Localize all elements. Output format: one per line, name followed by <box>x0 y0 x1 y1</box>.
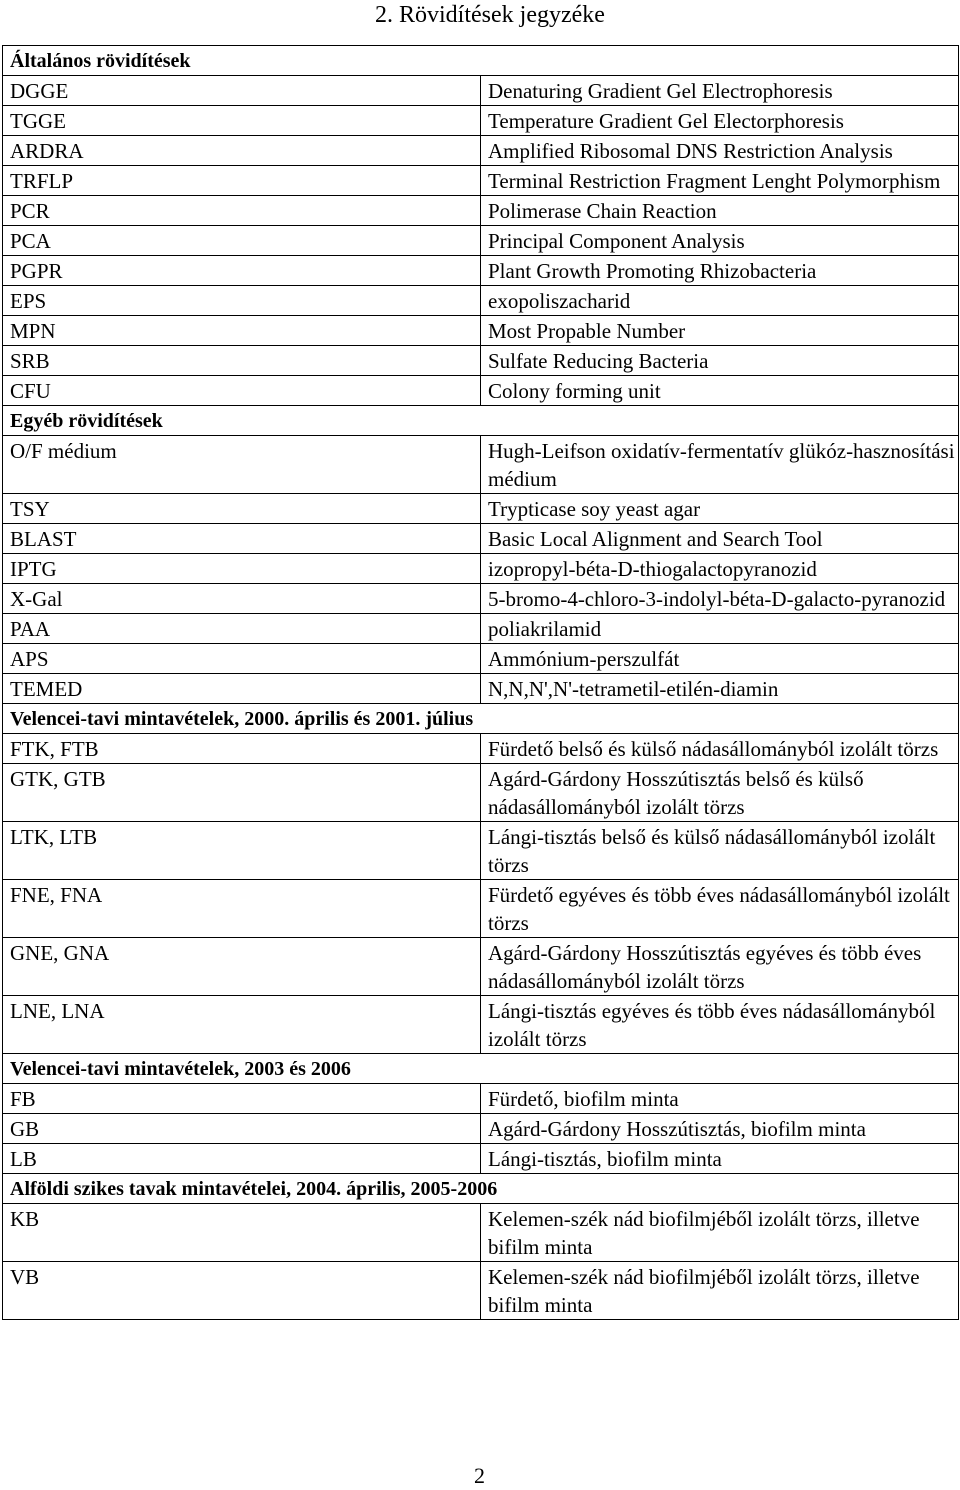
meaning-cell: Lángi-tisztás belső és külső nádasállományból izolált törzs <box>481 822 959 880</box>
section-heading: Velencei-tavi mintavételek, 2003 és 2006 <box>3 1054 959 1084</box>
table-row <box>3 1262 959 1320</box>
table-row <box>3 554 959 584</box>
abbreviation-cell: GB <box>3 1114 481 1144</box>
section-heading-row <box>3 1054 959 1084</box>
abbreviation-cell: EPS <box>3 286 481 316</box>
table-row <box>3 256 959 286</box>
meaning-cell: Basic Local Alignment and Search Tool <box>481 524 959 554</box>
table-row <box>3 376 959 406</box>
abbreviation-cell: GTK, GTB <box>3 764 481 822</box>
table-row <box>3 76 959 106</box>
table-row <box>3 286 959 316</box>
table-row <box>3 196 959 226</box>
table-row <box>3 226 959 256</box>
table-row <box>3 1204 959 1262</box>
table-row <box>3 880 959 938</box>
abbreviation-cell: LB <box>3 1144 481 1174</box>
abbreviation-cell: SRB <box>3 346 481 376</box>
meaning-cell: exopoliszacharid <box>481 286 959 316</box>
meaning-cell: Fürdető, biofilm minta <box>481 1084 959 1114</box>
table-row <box>3 734 959 764</box>
abbreviation-cell: BLAST <box>3 524 481 554</box>
section-heading: Egyéb rövidítések <box>3 406 959 436</box>
table-row <box>3 136 959 166</box>
meaning-cell: Plant Growth Promoting Rhizobacteria <box>481 256 959 286</box>
meaning-cell: Kelemen-szék nád biofilmjéből izolált törzs, illetve bifilm minta <box>481 1204 959 1262</box>
table-row <box>3 436 959 494</box>
table-row <box>3 764 959 822</box>
meaning-cell: poliakrilamid <box>481 614 959 644</box>
section-heading-row <box>3 1174 959 1204</box>
section-heading-row <box>3 406 959 436</box>
meaning-cell: Fürdető egyéves és több éves nádasállományból izolált törzs <box>481 880 959 938</box>
meaning-cell: Amplified Ribosomal DNS Restriction Analysis <box>481 136 959 166</box>
meaning-cell: N,N,N',N'-tetrametil-etilén-diamin <box>481 674 959 704</box>
abbreviation-cell: LTK, LTB <box>3 822 481 880</box>
abbreviation-cell: PCR <box>3 196 481 226</box>
abbreviation-cell: PAA <box>3 614 481 644</box>
abbreviations-table-body <box>3 46 959 1320</box>
table-row <box>3 166 959 196</box>
section-heading-row <box>3 46 959 76</box>
abbreviation-cell: APS <box>3 644 481 674</box>
abbreviation-cell: TGGE <box>3 106 481 136</box>
abbreviation-cell: FB <box>3 1084 481 1114</box>
abbreviation-cell: KB <box>3 1204 481 1262</box>
page-number: 2 <box>474 1463 485 1488</box>
table-row <box>3 822 959 880</box>
section-heading-row <box>3 704 959 734</box>
meaning-cell: Colony forming unit <box>481 376 959 406</box>
abbreviation-cell: FNE, FNA <box>3 880 481 938</box>
abbreviation-cell: CFU <box>3 376 481 406</box>
meaning-cell: Lángi-tisztás, biofilm minta <box>481 1144 959 1174</box>
table-row <box>3 346 959 376</box>
table-row <box>3 614 959 644</box>
meaning-cell: Kelemen-szék nád biofilmjéből izolált törzs, illetve bifilm minta <box>481 1262 959 1320</box>
table-row <box>3 584 959 614</box>
abbreviation-cell: IPTG <box>3 554 481 584</box>
abbreviation-cell: MPN <box>3 316 481 346</box>
meaning-cell: Principal Component Analysis <box>481 226 959 256</box>
meaning-cell: Terminal Restriction Fragment Lenght Polymorphism <box>481 166 959 196</box>
abbreviation-cell: VB <box>3 1262 481 1320</box>
abbreviation-cell: O/F médium <box>3 436 481 494</box>
section-heading: Általános rövidítések <box>3 46 959 76</box>
meaning-cell: Hugh-Leifson oxidatív-fermentatív glükóz-hasznosítási médium <box>481 436 959 494</box>
table-row <box>3 644 959 674</box>
table-row <box>3 996 959 1054</box>
meaning-cell: Agárd-Gárdony Hosszútisztás egyéves és több éves nádasállományból izolált törzs <box>481 938 959 996</box>
meaning-cell: Lángi-tisztás egyéves és több éves nádasállományból izolált törzs <box>481 996 959 1054</box>
section-heading: Alföldi szikes tavak mintavételei, 2004. április, 2005-2006 <box>3 1174 959 1204</box>
meaning-cell: Polimerase Chain Reaction <box>481 196 959 226</box>
abbreviation-cell: TSY <box>3 494 481 524</box>
abbreviation-cell: PGPR <box>3 256 481 286</box>
table-row <box>3 938 959 996</box>
table-row <box>3 106 959 136</box>
meaning-cell: Ammónium-perszulfát <box>481 644 959 674</box>
abbreviation-cell: ARDRA <box>3 136 481 166</box>
meaning-cell: Agárd-Gárdony Hosszútisztás belső és külső nádasállományból izolált törzs <box>481 764 959 822</box>
abbreviation-cell: TRFLP <box>3 166 481 196</box>
meaning-cell: Denaturing Gradient Gel Electrophoresis <box>481 76 959 106</box>
section-heading: Velencei-tavi mintavételek, 2000. április és 2001. július <box>3 704 959 734</box>
table-row <box>3 1144 959 1174</box>
abbreviation-cell: X-Gal <box>3 584 481 614</box>
meaning-cell: 5-bromo-4-chloro-3-indolyl-béta-D-galacto-pyranozid <box>481 584 959 614</box>
table-row <box>3 494 959 524</box>
table-row <box>3 674 959 704</box>
abbreviation-cell: LNE, LNA <box>3 996 481 1054</box>
table-row <box>3 316 959 346</box>
meaning-cell: Fürdető belső és külső nádasállományból izolált törzs <box>481 734 959 764</box>
page-title: 2. Rövidítések jegyzéke <box>375 2 605 28</box>
abbreviation-cell: PCA <box>3 226 481 256</box>
meaning-cell: Trypticase soy yeast agar <box>481 494 959 524</box>
abbreviation-cell: GNE, GNA <box>3 938 481 996</box>
table-row <box>3 1084 959 1114</box>
abbreviation-cell: DGGE <box>3 76 481 106</box>
table-row <box>3 524 959 554</box>
meaning-cell: Agárd-Gárdony Hosszútisztás, biofilm minta <box>481 1114 959 1144</box>
meaning-cell: Most Propable Number <box>481 316 959 346</box>
abbreviations-table <box>2 45 959 1320</box>
meaning-cell: Temperature Gradient Gel Electorphoresis <box>481 106 959 136</box>
abbreviation-cell: TEMED <box>3 674 481 704</box>
meaning-cell: izopropyl-béta-D-thiogalactopyranozid <box>481 554 959 584</box>
abbreviation-cell: FTK, FTB <box>3 734 481 764</box>
meaning-cell: Sulfate Reducing Bacteria <box>481 346 959 376</box>
table-row <box>3 1114 959 1144</box>
